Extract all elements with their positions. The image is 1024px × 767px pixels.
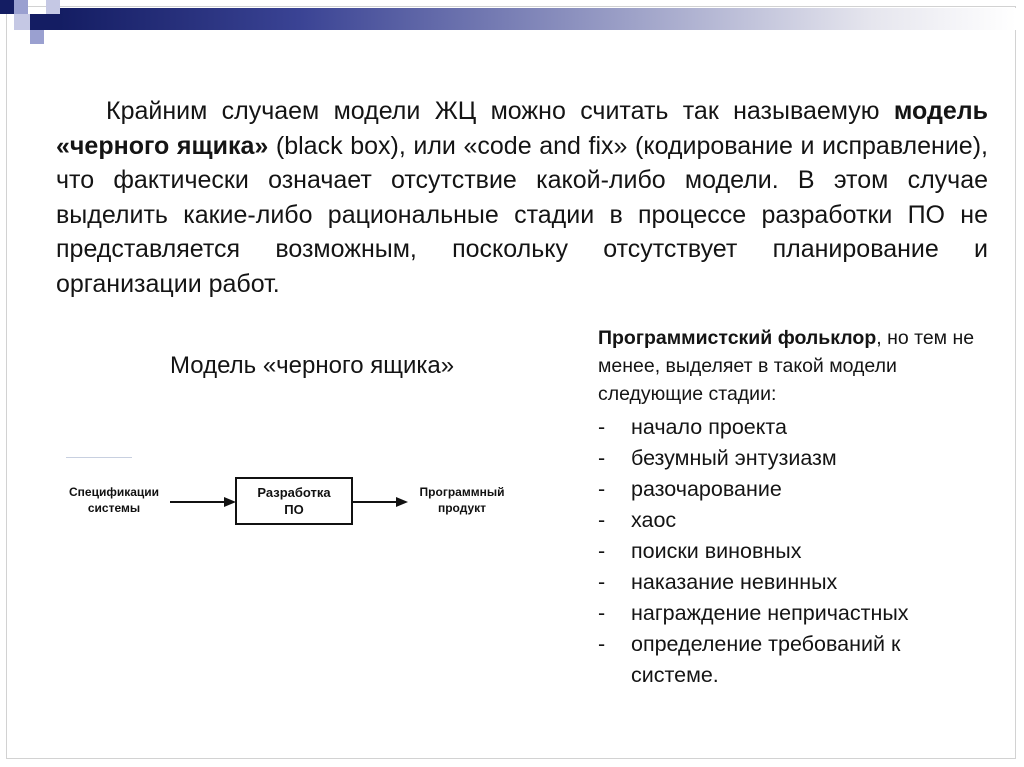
paragraph-part2: (black box), или «code and fix» (кодирование и исправление), что фактически означает отсутствие какой-либо модели. В этом случае выделить какие-либо рациональные стадии в процессе разработки ПО не представляется возможным, поскольку отсутствует планирование и организации работ. — [56, 131, 988, 298]
header-gradient-bar — [60, 8, 1016, 30]
deco-square-1 — [0, 0, 14, 14]
list-dash: - — [598, 508, 606, 532]
diagram-box-line1: Разработка — [257, 485, 331, 500]
folklore-bold: Программистский фольклор — [598, 327, 877, 349]
list-dash: - — [598, 570, 606, 594]
list-item-text: награждение непричастных — [631, 601, 909, 625]
arrow-in-head — [224, 497, 236, 507]
list-item — [598, 505, 988, 536]
list-item-text: разочарование — [631, 477, 782, 501]
list-dash: - — [598, 601, 606, 625]
folklore-rest: , но тем не менее, выделяет в такой модели следующие стадии: — [598, 327, 975, 405]
list-item — [598, 443, 988, 474]
diagram-output-line2: продукт — [437, 501, 487, 515]
folklore-intro — [598, 324, 988, 408]
list-item — [598, 412, 988, 443]
list-item — [598, 629, 988, 691]
folklore-block — [598, 324, 988, 691]
list-item-text: безумный энтузиазм — [631, 446, 837, 470]
list-item-text: поиски виновных — [631, 539, 802, 563]
main-paragraph — [56, 94, 988, 301]
list-item — [598, 474, 988, 505]
paragraph-part1: Крайним случаем модели ЖЦ можно считать так называемую — [106, 97, 894, 125]
black-box-diagram — [60, 470, 520, 530]
divider-line — [66, 457, 132, 458]
diagram-input-line2: системы — [87, 501, 141, 515]
list-dash: - — [598, 632, 606, 656]
diagram-caption: Модель «черного ящика» — [170, 352, 455, 379]
paragraph-bold: модель «черного ящика» — [56, 97, 988, 160]
list-dash: - — [598, 446, 606, 470]
list-dash: - — [598, 539, 606, 563]
list-item-text: наказание невинных — [631, 570, 838, 594]
diagram-output-line1: Программный — [419, 485, 505, 499]
stages-list — [598, 412, 988, 691]
list-item-text: определение требований к системе. — [631, 632, 901, 687]
deco-square-2 — [14, 0, 28, 14]
deco-square-6 — [30, 30, 44, 44]
arrow-out-head — [396, 497, 408, 507]
list-item — [598, 536, 988, 567]
diagram-box-line2: ПО — [284, 502, 304, 517]
list-item-text: хаос — [631, 508, 677, 532]
diagram-input-line1: Спецификации — [68, 485, 160, 499]
list-item — [598, 567, 988, 598]
deco-square-7 — [46, 14, 60, 30]
deco-square-3 — [30, 14, 46, 30]
deco-square-4 — [46, 0, 60, 14]
list-dash: - — [598, 477, 606, 501]
deco-square-5 — [14, 14, 30, 30]
list-item-text: начало проекта — [631, 415, 787, 439]
list-item — [598, 598, 988, 629]
list-dash: - — [598, 415, 606, 439]
